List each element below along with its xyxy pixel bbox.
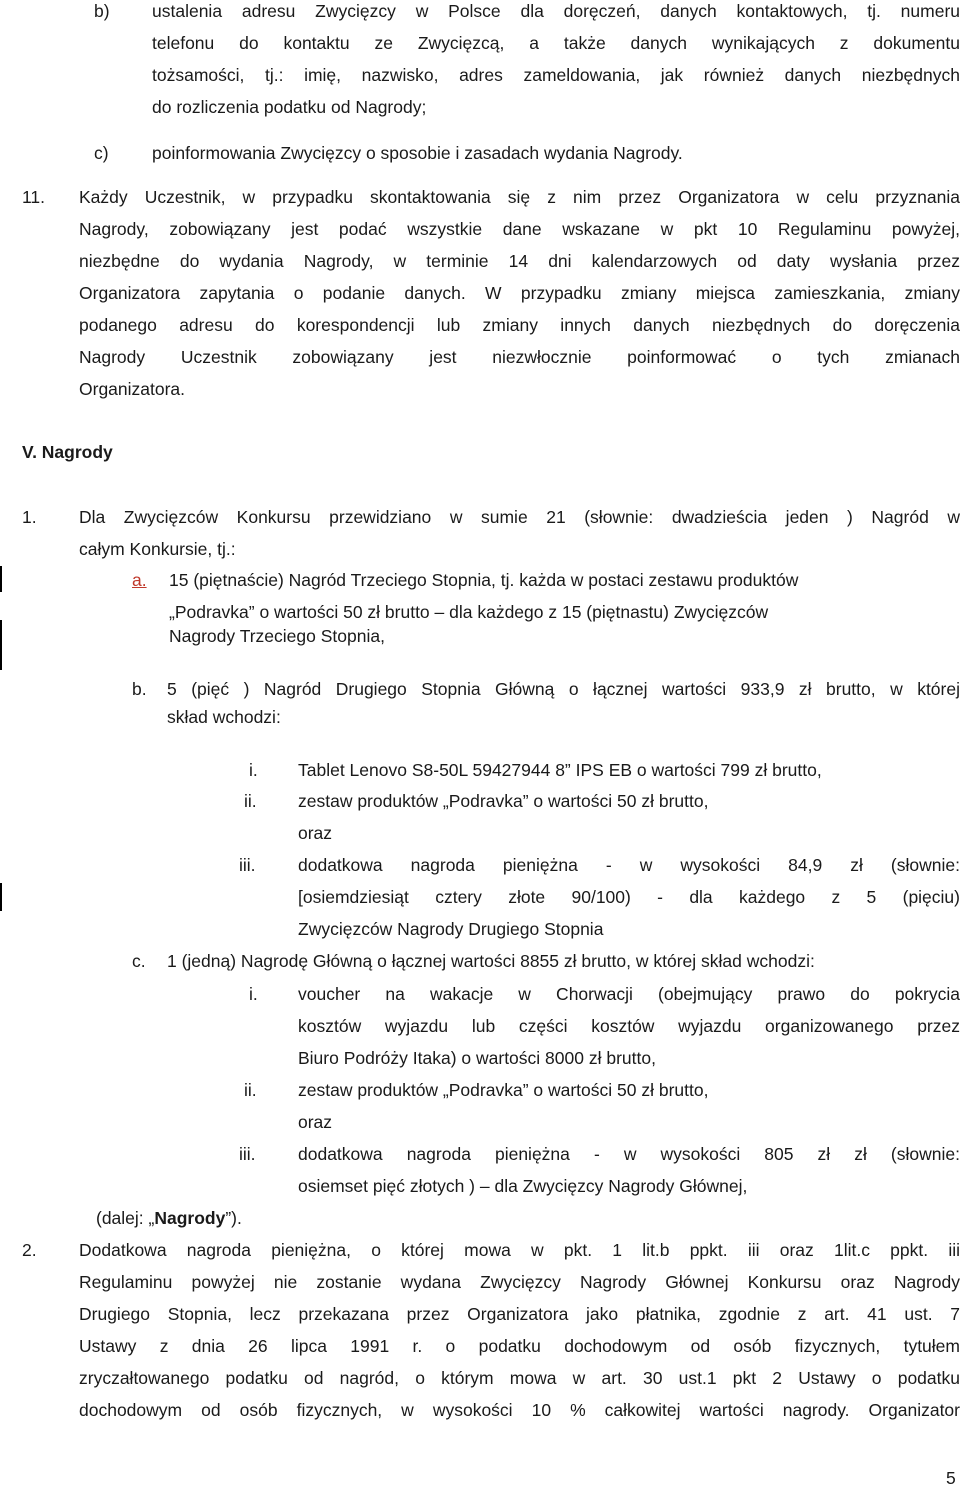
list-marker: c.	[132, 951, 146, 971]
list-marker: a.	[132, 570, 147, 590]
text-line: Organizatora zapytania o podanie danych. W przypadku zmiany miejsca zamieszkania, zmiany	[79, 283, 960, 303]
text-line: Organizatora.	[79, 379, 186, 399]
text-line: Regulaminu powyżej nie zostanie wydana Zwycięzcy Nagrody Głównej Konkursu oraz Nagrody	[79, 1272, 960, 1292]
paragraph-number: 2.	[22, 1240, 37, 1260]
text-line: dodatkowa nagroda pieniężna - w wysokości 805 zł zł (słownie:	[298, 1144, 960, 1164]
definition-suffix: ”).	[225, 1208, 242, 1228]
text-line: oraz	[298, 1112, 333, 1132]
text-line: Tablet Lenovo S8-50L 59427944 8” IPS EB o wartości 799 zł brutto,	[298, 760, 822, 780]
change-bar	[0, 883, 2, 911]
text-line: skład wchodzi:	[167, 707, 281, 727]
list-marker: i.	[249, 984, 258, 1004]
text-line: osiemset pięć złotych ) – dla Zwycięzcy Nagrody Głównej,	[298, 1176, 748, 1196]
text-line: niezbędne do wydania Nagrody, w terminie 14 dni kalendarzowych od daty wysłania przez	[79, 251, 960, 271]
text-line: Dodatkowa nagroda pieniężna, o której mowa w pkt. 1 lit.b ppkt. iii oraz 1lit.c ppkt. iii	[79, 1240, 960, 1260]
text-line: zestaw produktów „Podravka” o wartości 50 zł brutto,	[298, 1080, 709, 1100]
paragraph-number: 1.	[22, 507, 37, 527]
text-line: Ustawy z dnia 26 lipca 1991 r. o podatku dochodowym od osób fizycznych, tytułem	[79, 1336, 960, 1356]
text-line: oraz	[298, 823, 333, 843]
text-line: ustalenia adresu Zwycięzcy w Polsce dla doręczeń, danych kontaktowych, tj. numeru	[152, 1, 960, 21]
text-line: podanego adresu do korespondencji lub zmiany innych danych niezbędnych do doręczenia	[79, 315, 960, 335]
list-marker: c)	[94, 143, 109, 163]
text-line: Nagrody Uczestnik zobowiązany jest niezwłocznie poinformować o tych zmianach	[79, 347, 960, 367]
text-line: Drugiego Stopnia, lecz przekazana przez Organizatora jako płatnika, zgodnie z art. 41 ust. 7	[79, 1304, 960, 1324]
page-number: 5	[946, 1468, 956, 1488]
text-line: kosztów wyjazdu lub części kosztów wyjazdu organizowanego przez	[298, 1016, 960, 1036]
list-marker: b.	[132, 679, 147, 699]
text-line: tożsamości, tj.: imię, nazwisko, adres zameldowania, jak również danych niezbędnych	[152, 65, 960, 85]
text-line: [osiemdziesiąt cztery złote 90/100) - dla każdego z 5 (pięciu)	[298, 887, 960, 907]
list-marker: ii.	[244, 791, 257, 811]
text-line: zestaw produktów „Podravka” o wartości 50 zł brutto,	[298, 791, 709, 811]
text-line: Nagrody, zobowiązany jest podać wszystkie dane wskazane w pkt 10 Regulaminu powyżej,	[79, 219, 960, 239]
definition-note	[96, 1202, 242, 1234]
text-line: 1 (jedną) Nagrodę Główną o łącznej wartości 8855 zł brutto, w której skład wchodzi:	[167, 951, 815, 971]
text-line: do rozliczenia podatku od Nagrody;	[152, 97, 427, 117]
text-line: Każdy Uczestnik, w przypadku skontaktowania się z nim przez Organizatora w celu przyznania	[79, 187, 960, 207]
text-line: telefonu do kontaktu ze Zwycięzcą, a także danych wynikających z dokumentu	[152, 33, 960, 53]
text-line: 5 (pięć ) Nagród Drugiego Stopnia Główną o łącznej wartości 933,9 zł brutto, w której	[167, 679, 960, 699]
list-marker: b)	[94, 1, 110, 21]
text-line: Zwycięzców Nagrody Drugiego Stopnia	[298, 919, 604, 939]
text-line: poinformowania Zwycięzcy o sposobie i zasadach wydania Nagrody.	[152, 143, 683, 163]
text-line: voucher na wakacje w Chorwacji (obejmujący prawo do pokrycia	[298, 984, 960, 1004]
text-line: 15 (piętnaście) Nagród Trzeciego Stopnia, tj. każda w postaci zestawu produktów	[169, 570, 799, 590]
text-line: dodatkowa nagroda pieniężna - w wysokości 84,9 zł (słownie:	[298, 855, 960, 875]
paragraph-number: 11.	[22, 187, 46, 207]
list-marker: iii.	[239, 855, 256, 875]
text-line: zryczałtowanego podatku od nagród, o którym mowa w art. 30 ust.1 pkt 2 Ustawy o podatku	[79, 1368, 960, 1388]
text-line: Dla Zwycięzców Konkursu przewidziano w sumie 21 (słownie: dwadzieścia jeden ) Nagród w	[79, 507, 960, 527]
defined-term: Nagrody	[154, 1208, 226, 1228]
text-line: „Podravka” o wartości 50 zł brutto – dla każdego z 15 (piętnastu) Zwycięzców	[169, 602, 769, 622]
change-bar	[0, 566, 2, 592]
section-heading: V. Nagrody	[22, 442, 113, 462]
list-marker: iii.	[239, 1144, 256, 1164]
change-bar	[0, 620, 2, 670]
list-marker: i.	[249, 760, 258, 780]
list-marker: ii.	[244, 1080, 257, 1100]
text-line: Biuro Podróży Itaka) o wartości 8000 zł brutto,	[298, 1048, 656, 1068]
definition-prefix: (dalej: „	[96, 1208, 155, 1228]
text-line: Nagrody Trzeciego Stopnia,	[169, 626, 385, 646]
text-line: całym Konkursie, tj.:	[79, 539, 236, 559]
text-line: dochodowym od osób fizycznych, w wysokości 10 % całkowitej wartości nagrody. Organizator	[79, 1400, 960, 1420]
